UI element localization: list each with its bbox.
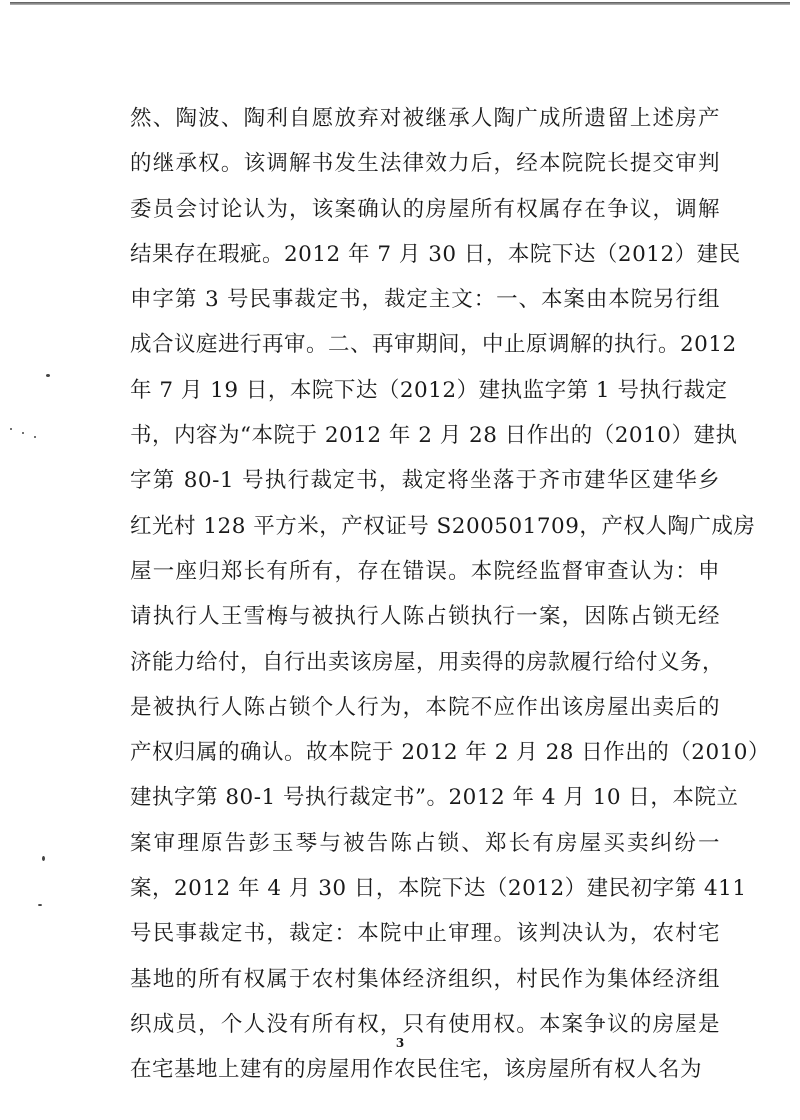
scan-speck: [46, 374, 50, 377]
page-number: 3: [395, 1036, 405, 1050]
text-line: 号民事裁定书，裁定：本院中止审理。该判决认为，农村宅: [130, 921, 720, 947]
text-line: 年 7 月 19 日，本院下达（2012）建执监字第 1 号执行裁定: [130, 377, 728, 403]
text-line: 的继承权。该调解书发生法律效力后，经本院院长提交审判: [130, 151, 720, 177]
text-line: 案，2012 年 4 月 30 日，本院下达（2012）建民初字第 411: [130, 876, 747, 902]
scan-speck: [38, 904, 42, 906]
text-line: 请执行人王雪梅与被执行人陈占锁执行一案，因陈占锁无经: [130, 604, 720, 630]
text-line: 结果存在瑕疵。2012 年 7 月 30 日，本院下达（2012）建民: [130, 241, 741, 267]
text-line: 申字第 3 号民事裁定书，裁定主文：一、本案由本院另行组: [130, 287, 720, 313]
text-line: 委员会讨论认为，该案确认的房屋所有权属存在争议，调解: [130, 196, 720, 222]
scan-speck: [22, 432, 24, 434]
text-line: 产权归属的确认。故本院于 2012 年 2 月 28 日作出的（2010）: [130, 740, 770, 766]
text-line: 在宅基地上建有的房屋用作农民住宅，该房屋所有权人名为: [130, 1057, 703, 1083]
text-line: 字第 80-1 号执行裁定书，裁定将坐落于齐市建华区建华乡: [130, 468, 720, 494]
scan-speck: [10, 428, 12, 430]
text-line: 建执字第 80-1 号执行裁定书”。2012 年 4 月 10 日，本院立: [130, 785, 739, 811]
document-body: [130, 96, 770, 1093]
scan-top-edge: [10, 2, 790, 5]
text-line: 织成员，个人没有所有权，只有使用权。本案争议的房屋是: [130, 1011, 720, 1037]
scan-speck: [42, 856, 45, 861]
text-line: 济能力给付，自行出卖该房屋，用卖得的房款履行给付义务，: [130, 649, 725, 675]
text-line: 屋一座归郑长有所有，存在错误。本院经监督审查认为：申: [130, 558, 720, 584]
text-line: 书，内容为“本院于 2012 年 2 月 28 日作出的（2010）建执: [130, 423, 738, 449]
text-line: 红光村 128 平方米，产权证号 S200501709，产权人陶广成房: [130, 513, 756, 539]
scan-speck: [34, 436, 36, 438]
text-line: 成合议庭进行再审。二、再审期间，中止原调解的执行。2012: [130, 332, 737, 358]
text-line: 案审理原告彭玉琴与被告陈占锁、郑长有房屋买卖纠纷一: [130, 830, 720, 856]
text-line: 基地的所有权属于农村集体经济组织，村民作为集体经济组: [130, 966, 720, 992]
text-line: 是被执行人陈占锁个人行为，本院不应作出该房屋出卖后的: [130, 694, 720, 720]
text-line: 然、陶波、陶利自愿放弃对被继承人陶广成所遗留上述房产: [130, 106, 720, 131]
